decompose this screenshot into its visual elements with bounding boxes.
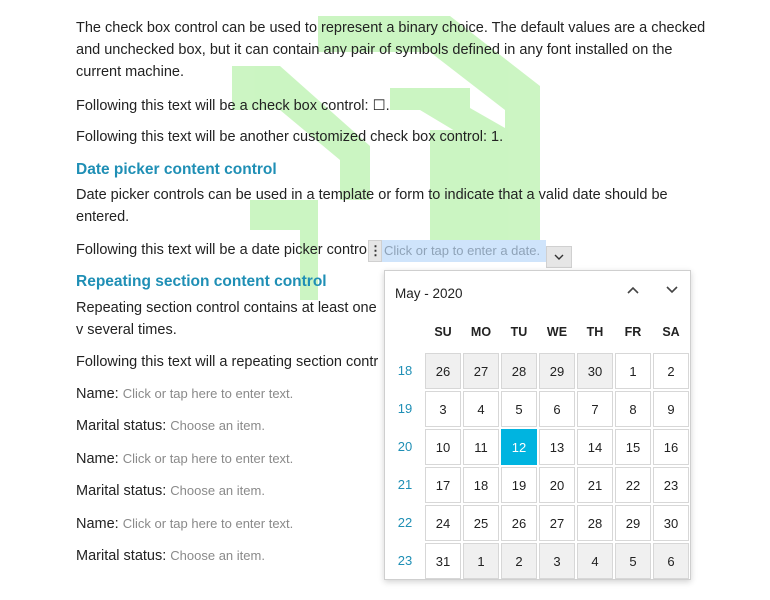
intro-paragraph: The check box control can be used to represent a binary choice. The default values are a checked and unchecked box, but it can contain any pair of symbols defined in any font installed on the current machine. bbox=[76, 20, 706, 80]
name-text-field[interactable]: Click or tap here to enter text. bbox=[122, 451, 294, 466]
date-picker-heading: Date picker content control bbox=[76, 161, 277, 178]
calendar-day-cell[interactable]: 31 bbox=[425, 543, 461, 579]
previous-month-button[interactable] bbox=[621, 281, 645, 305]
repeating-section-lead-text: Following this text will a repeating section contr bbox=[76, 354, 379, 370]
marital-status-dropdown[interactable]: Choose an item. bbox=[170, 418, 265, 433]
calendar-day-cell[interactable]: 22 bbox=[615, 467, 651, 503]
calendar-day-cell[interactable]: 24 bbox=[425, 505, 461, 541]
calendar-day-cell[interactable]: 20 bbox=[539, 467, 575, 503]
calendar-day-cell[interactable]: 25 bbox=[463, 505, 499, 541]
calendar-day-cell[interactable]: 4 bbox=[577, 543, 613, 579]
field-label: Name: bbox=[76, 386, 123, 402]
weekday-header: TH bbox=[586, 325, 604, 339]
calendar-day-cell[interactable]: 6 bbox=[653, 543, 689, 579]
calendar-day-cell[interactable]: 11 bbox=[463, 429, 499, 465]
week-number: 20 bbox=[397, 439, 413, 454]
custom-checkbox-paragraph: Following this text will be another customized check box control: 1. bbox=[76, 129, 504, 145]
week-number: 19 bbox=[397, 401, 413, 416]
week-number: 22 bbox=[397, 515, 413, 530]
calendar-day-cell[interactable]: 19 bbox=[501, 467, 537, 503]
calendar-day-cell[interactable]: 17 bbox=[425, 467, 461, 503]
field-label: Name: bbox=[76, 451, 123, 467]
calendar-day-cell[interactable]: 3 bbox=[425, 391, 461, 427]
calendar-day-cell[interactable]: 30 bbox=[577, 353, 613, 389]
weekday-header: SU bbox=[434, 325, 452, 339]
weekday-header: MO bbox=[470, 325, 492, 339]
date-picker-dropdown-button[interactable] bbox=[546, 246, 572, 268]
calendar-day-cell[interactable]: 16 bbox=[653, 429, 689, 465]
repeating-section-heading: Repeating section content control bbox=[76, 273, 327, 290]
calendar-day-cell[interactable]: 1 bbox=[615, 353, 651, 389]
chevron-up-icon bbox=[626, 283, 640, 297]
date-picker-description: Date picker controls can be used in a template or form to indicate that a valid date should be entered. bbox=[76, 187, 668, 225]
calendar-day-cell[interactable]: 18 bbox=[463, 467, 499, 503]
name-text-field[interactable]: Click or tap here to enter text. bbox=[122, 386, 294, 401]
calendar-day-cell[interactable]: 23 bbox=[653, 467, 689, 503]
calendar-day-cell[interactable]: 4 bbox=[463, 391, 499, 427]
calendar-day-cell[interactable]: 5 bbox=[615, 543, 651, 579]
content-control-handle[interactable]: ⋮ bbox=[368, 240, 382, 262]
calendar-day-cell[interactable]: 26 bbox=[501, 505, 537, 541]
calendar-day-cell[interactable]: 2 bbox=[501, 543, 537, 579]
weekday-header: TU bbox=[510, 325, 528, 339]
calendar-month-label: May - 2020 bbox=[395, 286, 463, 301]
calendar-day-cell[interactable]: 9 bbox=[653, 391, 689, 427]
calendar-day-cell[interactable]: 2 bbox=[653, 353, 689, 389]
weekday-header: WE bbox=[546, 325, 568, 339]
calendar-day-cell[interactable]: 15 bbox=[615, 429, 651, 465]
calendar-day-cell[interactable]: 28 bbox=[501, 353, 537, 389]
chevron-down-icon bbox=[554, 252, 564, 262]
repeating-section-description: Repeating section control contains at least one v several times. bbox=[76, 300, 377, 338]
calendar-day-cell[interactable]: 7 bbox=[577, 391, 613, 427]
field-label: Marital status: bbox=[76, 483, 171, 499]
week-number: 23 bbox=[397, 553, 413, 568]
next-month-button[interactable] bbox=[660, 281, 684, 305]
calendar-day-cell[interactable]: 14 bbox=[577, 429, 613, 465]
calendar-day-cell[interactable]: 21 bbox=[577, 467, 613, 503]
chevron-down-icon bbox=[665, 283, 679, 297]
calendar-day-cell[interactable]: 8 bbox=[615, 391, 651, 427]
calendar-day-cell[interactable]: 29 bbox=[539, 353, 575, 389]
calendar-day-cell[interactable]: 6 bbox=[539, 391, 575, 427]
calendar-day-cell[interactable]: 3 bbox=[539, 543, 575, 579]
weekday-header: SA bbox=[662, 325, 680, 339]
date-picker-lead-text: Following this text will be a date picker contro bbox=[76, 242, 367, 258]
calendar-day-cell[interactable]: 5 bbox=[501, 391, 537, 427]
date-picker-field[interactable]: Click or tap to enter a date. bbox=[382, 240, 546, 262]
calendar-day-cell[interactable]: 26 bbox=[425, 353, 461, 389]
calendar-day-cell[interactable]: 27 bbox=[539, 505, 575, 541]
calendar-day-cell[interactable]: 28 bbox=[577, 505, 613, 541]
name-text-field[interactable]: Click or tap here to enter text. bbox=[122, 516, 294, 531]
marital-status-dropdown[interactable]: Choose an item. bbox=[170, 548, 265, 563]
week-number: 18 bbox=[397, 363, 413, 378]
field-label: Name: bbox=[76, 516, 123, 532]
calendar-day-cell[interactable]: 12 bbox=[501, 429, 537, 465]
date-picker-calendar bbox=[384, 270, 691, 580]
weekday-header: FR bbox=[624, 325, 642, 339]
calendar-day-cell[interactable]: 10 bbox=[425, 429, 461, 465]
checkbox-paragraph: Following this text will be a check box control: ☐. bbox=[76, 98, 390, 114]
calendar-day-cell[interactable]: 1 bbox=[463, 543, 499, 579]
week-number: 21 bbox=[397, 477, 413, 492]
calendar-day-cell[interactable]: 30 bbox=[653, 505, 689, 541]
marital-status-dropdown[interactable]: Choose an item. bbox=[170, 483, 265, 498]
calendar-day-cell[interactable]: 13 bbox=[539, 429, 575, 465]
calendar-day-cell[interactable]: 29 bbox=[615, 505, 651, 541]
field-label: Marital status: bbox=[76, 548, 171, 564]
field-label: Marital status: bbox=[76, 418, 171, 434]
calendar-day-cell[interactable]: 27 bbox=[463, 353, 499, 389]
